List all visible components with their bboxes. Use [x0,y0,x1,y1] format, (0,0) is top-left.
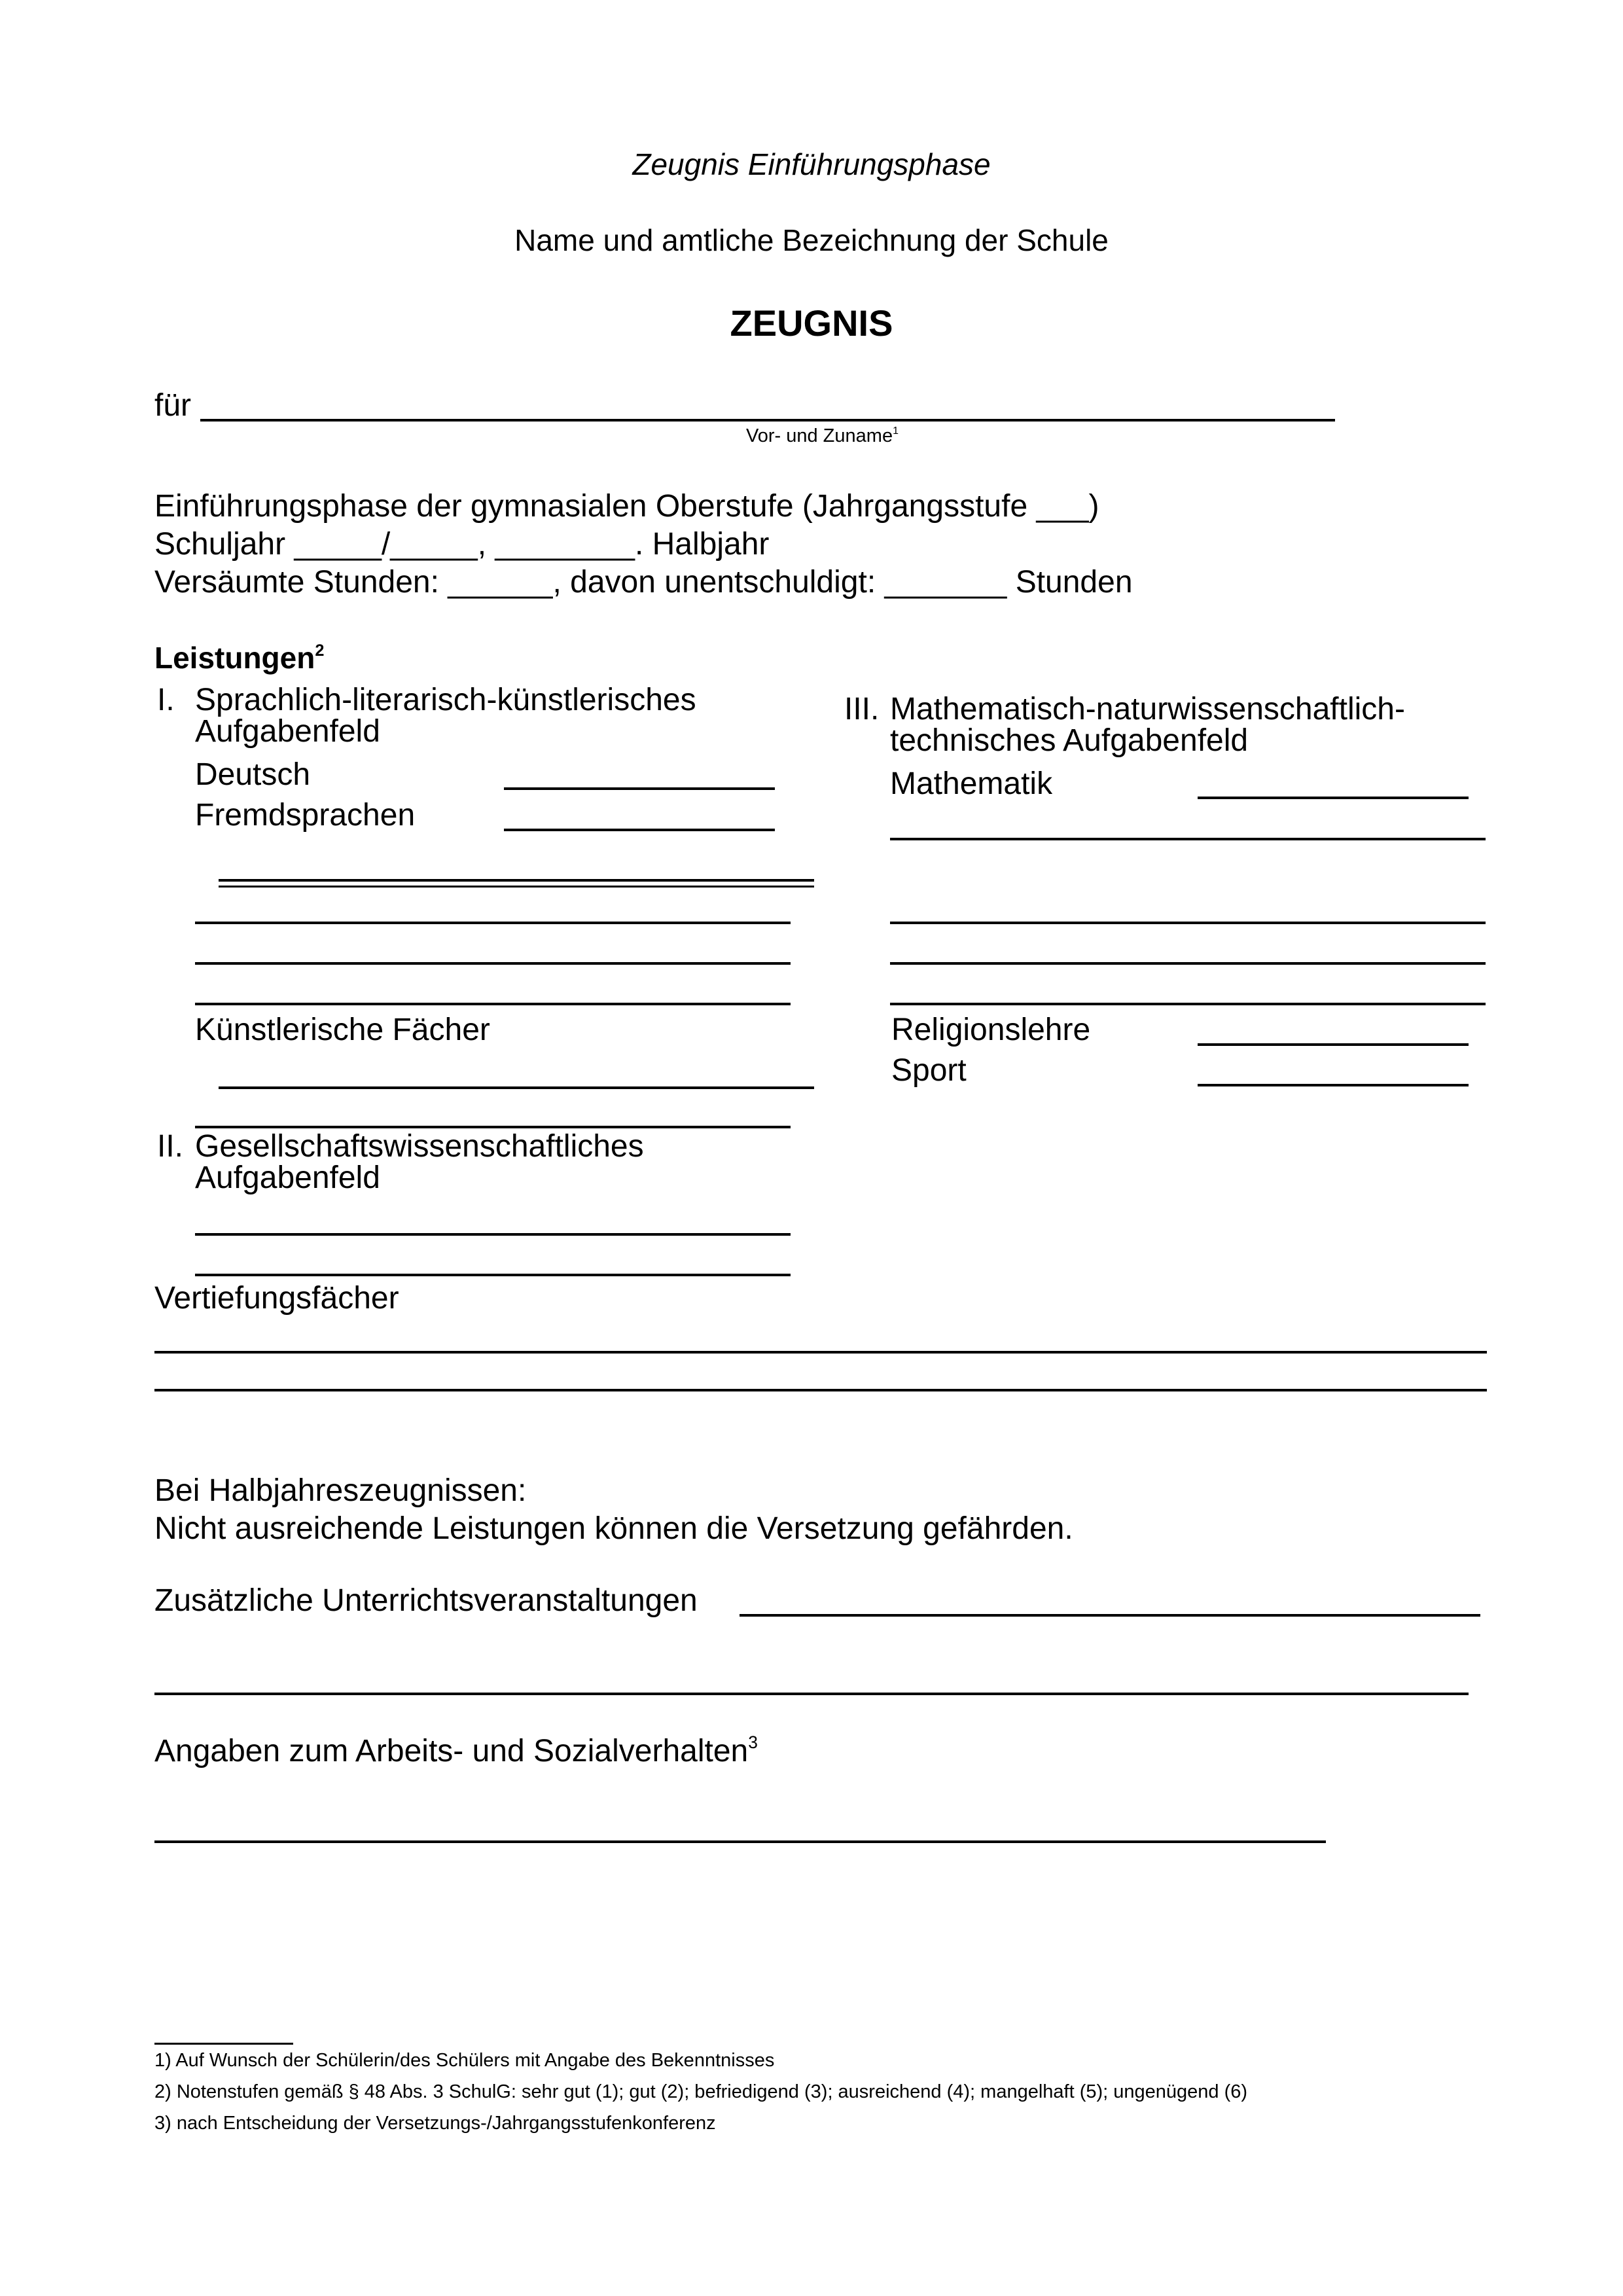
halbjahr-note-line2: Nicht ausreichende Leistungen können die Versetzung gefährden. [154,1511,1073,1546]
subject-kuenstlerische-faecher: Künstlerische Fächer [195,1013,490,1047]
footnote-2: 2) Notenstufen gemäß § 48 Abs. 3 SchulG: sehr gut (1); gut (2); befriedigend (3); ausreichend (4); mangelhaft (5); ungenügend (6) [154,2081,1248,2102]
grade-line-deutsch[interactable] [504,787,775,790]
field1-numeral: I. [157,683,175,717]
name-field-line[interactable] [200,419,1335,422]
field2-title-line2: Aufgabenfeld [195,1160,380,1195]
subject-fremdsprachen: Fremdsprachen [195,798,416,833]
zusaetzliche-label: Zusätzliche Unterrichtsveranstaltungen [154,1583,698,1618]
zusaetzliche-line-a[interactable] [740,1614,1480,1617]
subject-line-kunst-b[interactable] [195,1126,791,1128]
footnote-separator [154,2043,293,2045]
subject-line-field3-b[interactable] [890,922,1486,924]
subject-line-field3-a[interactable] [890,838,1486,840]
leistungen-heading: Leistungen$^2$ [154,641,325,675]
vertiefungsfaecher-label: Vertiefungsfächer [154,1281,399,1316]
subject-line-kunst-a[interactable] [219,1086,814,1089]
schuljahr-line: Schuljahr _____/_____, ________. Halbjahr [154,527,770,562]
grade-line-religionslehre[interactable] [1198,1043,1469,1046]
halbjahr-note-line1: Bei Halbjahreszeugnissen: [154,1473,527,1508]
footnote-1: 1) Auf Wunsch der Schülerin/des Schülers mit Angabe des Bekenntnisses [154,2050,775,2071]
subject-line-field3-d[interactable] [890,1003,1486,1005]
vertiefung-line-b[interactable] [154,1389,1487,1391]
subject-line-field1-c[interactable] [195,962,791,965]
field2-numeral: II. [157,1129,184,1164]
document-subtitle: Zeugnis Einführungsphase [632,147,991,181]
subject-line-field2-b[interactable] [195,1274,791,1276]
document-title: ZEUGNIS [730,302,893,344]
zusaetzliche-line-b[interactable] [154,1693,1469,1695]
field1-title-line1: Sprachlich-literarisch-künstlerisches [195,683,696,717]
field2-title-line1: Gesellschaftswissenschaftliches [195,1129,644,1164]
grade-line-mathematik[interactable] [1198,797,1469,799]
name-caption: Vor- und Zuname$^1$ [746,425,899,446]
subject-religionslehre: Religionslehre [891,1013,1091,1047]
grade-line-fremdsprachen[interactable] [504,829,775,831]
subject-line-field2-a[interactable] [195,1233,791,1236]
subject-line-field1-d[interactable] [195,1003,791,1005]
subject-line-field3-c[interactable] [890,962,1486,965]
field3-title-line1: Mathematisch-naturwissenschaftlich- [890,692,1405,726]
grade-line-sport[interactable] [1198,1084,1469,1086]
versaeumte-stunden-line: Versäumte Stunden: ______, davon unentschuldigt: _______ Stunden [154,565,1133,600]
field3-numeral: III. [844,692,880,726]
arbeits-sozialverhalten-line[interactable] [154,1840,1326,1843]
fuer-label: für [154,388,192,423]
field3-title-line2: technisches Aufgabenfeld [890,723,1249,758]
footnote-3: 3) nach Entscheidung der Versetzungs-/Jahrgangsstufenkonferenz [154,2113,716,2134]
vertiefung-line-a[interactable] [154,1351,1487,1354]
field1-title-line2: Aufgabenfeld [195,714,380,749]
subject-mathematik: Mathematik [890,766,1053,801]
arbeits-sozialverhalten-label: Angaben zum Arbeits- und Sozialverhalten$^3$ [154,1732,758,1768]
subject-deutsch: Deutsch [195,757,311,792]
jahrgangsstufe-line: Einführungsphase der gymnasialen Oberstufe (Jahrgangsstufe ___) [154,489,1099,524]
subject-line-field1-a[interactable] [219,879,814,888]
school-name-line: Name und amtliche Bezeichnung der Schule [514,223,1109,257]
subject-line-field1-b[interactable] [195,922,791,924]
subject-sport: Sport [891,1053,967,1088]
